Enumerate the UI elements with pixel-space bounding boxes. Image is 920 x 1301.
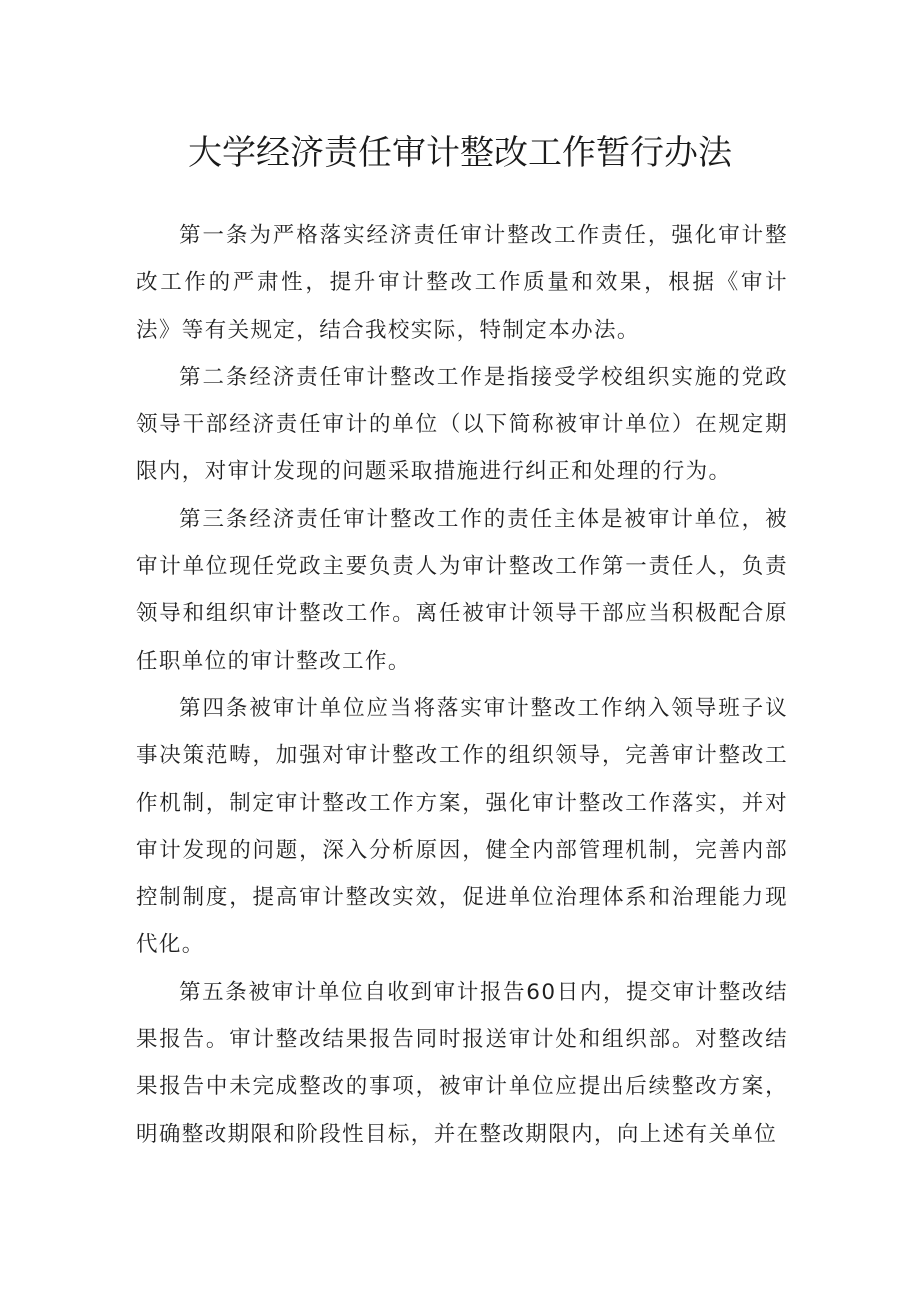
article-3-paragraph: 第三条经济责任审计整改工作的责任主体是被审计单位，被审计单位现任党政主要负责人为审计整改工作第一责任人，负责领导和组织审计整改工作。离任被审计领导干部应当积极配合原任职单位的审计整改工作。 (136, 506, 788, 674)
article-1-paragraph: 第一条为严格落实经济责任审计整改工作责任，强化审计整改工作的严肃性，提升审计整改工作质量和效果，根据《审计法》等有关规定，结合我校实际，特制定本办法。 (136, 223, 788, 343)
article-2-paragraph: 第二条经济责任审计整改工作是指接受学校组织实施的党政领导干部经济责任审计的单位（以下简称被审计单位）在规定期限内，对审计发现的问题采取措施进行纠正和处理的行为。 (136, 364, 788, 485)
document-body (136, 212, 788, 1158)
article-4-paragraph: 第四条被审计单位应当将落实审计整改工作纳入领导班子议事决策范畴，加强对审计整改工作的组织领导，完善审计整改工作机制，制定审计整改工作方案，强化审计整改工作落实，并对审计发现的问题，深入分析原因，健全内部管理机制，完善内部控制制度，提高审计整改实效，促进单位治理体系和治理能力现代化。 (136, 695, 788, 958)
document-title: 大学经济责任审计整改工作暂行办法 (188, 133, 732, 173)
article-5-paragraph: 第五条被审计单位自收到审计报告60日内，提交审计整改结果报告。审计整改结果报告同时报送审计处和组织部。对整改结果报告中未完成整改的事项，被审计单位应提出后续整改方案，明确整改期限和阶段性目标，并在整改期限内，向上述有关单位 (136, 979, 788, 1147)
